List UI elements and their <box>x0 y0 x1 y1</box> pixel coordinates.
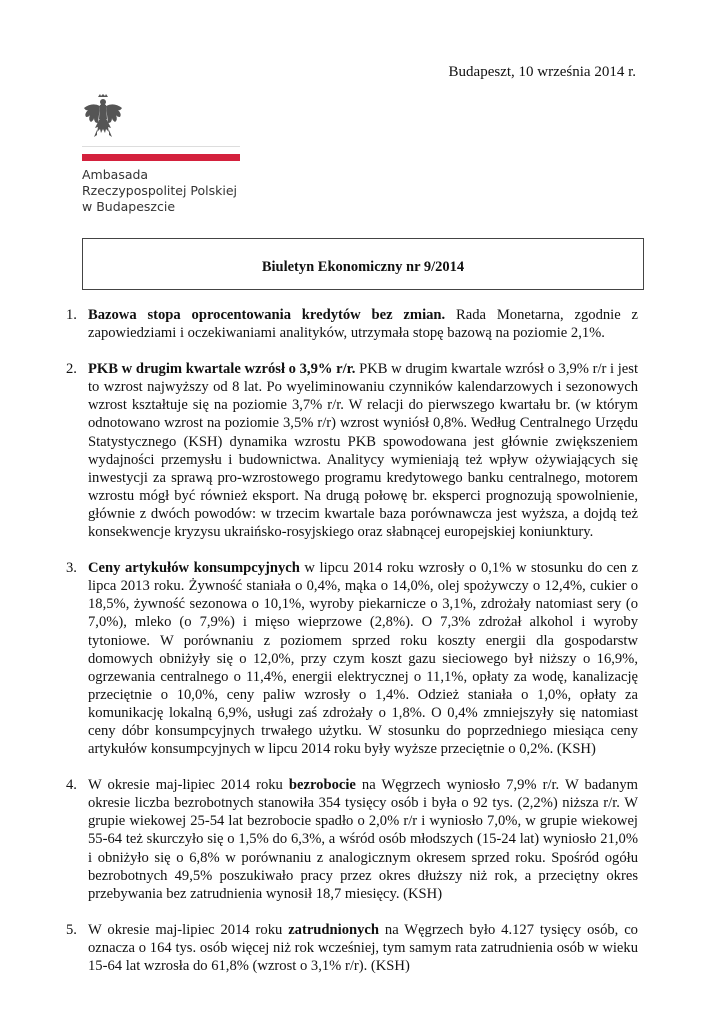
news-list <box>66 306 638 975</box>
item-text <box>88 559 638 758</box>
item-text <box>88 360 638 541</box>
item-headline: bezrobocie <box>288 777 356 794</box>
item-number: 5. <box>66 921 77 938</box>
news-item <box>66 559 638 758</box>
item-headline: Ceny artykułów konsumpcyjnych <box>88 560 300 577</box>
item-text <box>88 306 638 342</box>
bulletin-title-box <box>82 238 644 290</box>
item-body: na Węgrzech było 4.127 tysięcy osób, co oznacza o 164 tys. osób więcej niż rok wcześniej, tym samym rata zatrudnienia osób w wieku 15-64 lat wzrosła do 61,8% (wzrost o 3,1% r/r). (KSH) <box>88 921 638 974</box>
polish-flag-stripe <box>82 146 240 161</box>
item-number: 3. <box>66 560 77 577</box>
item-intro: W okresie maj-lipiec 2014 roku <box>88 921 289 938</box>
polish-eagle-emblem-icon <box>82 94 124 140</box>
embassy-line: w Budapeszcie <box>82 199 176 214</box>
item-intro: W okresie maj-lipiec 2014 roku <box>88 777 289 794</box>
item-body: w lipcu 2014 roku wzrosły o 0,1% w stosunku do cen z lipca 2013 roku. Żywność staniała o 0,4%, mąka o 14,0%, olej spożywczy o 12,4%, cukier o 18,5%, żywność sezonowa o 10,1%, wyroby piekarnicze o 3,1%, zdrożały natomiast sery (o 7,0%), mleko (o 7,9%) i mięso wieprzowe (2,8%). O 7,3% zdrożał alkohol i wyroby tytoniowe. W porównaniu z poziomem sprzed roku koszty energii dla gospodarstw domowych obniżyły się o 12,0%, przy czym koszt gazu sieciowego był niższy o 16,9%, ogrzewania centralnego o 11,4%, energii elektrycznej o 11,1%, opłaty za wodę, kanalizację przeciętnie o 10,0%, ceny paliw wzrosły o 1,4%. Odzież staniała o 1,0%, opłaty za komunikację lokalną 6,9%, usługi zaś zdrożały o 1,8%. O 0,4% zmniejszyły się natomiast ceny dóbr konsumpcyjnych trwałego użytku. W stosunku do poprzedniego miesiąca ceny artykułów konsumpcyjnych w lipcu 2014 roku były wyższe przeciętnie o 0,2%. (KSH) <box>88 560 638 758</box>
news-item <box>66 921 638 975</box>
item-number: 2. <box>66 361 77 378</box>
news-item <box>66 306 638 342</box>
item-headline: Bazowa stopa oprocentowania kredytów bez zmian. <box>88 307 446 323</box>
embassy-name <box>82 167 237 215</box>
item-headline: PKB w drugim kwartale wzrósł o 3,9% r/r. <box>88 361 356 378</box>
document-date: Budapeszt, 10 września 2014 r. <box>448 64 636 80</box>
item-body: Rada Monetarna, zgodnie z zapowiedziami i oczekiwaniami analityków, utrzymała stopę bazową na poziomie 2,1%. <box>88 307 638 342</box>
item-text <box>88 921 638 975</box>
embassy-line: Ambasada <box>82 167 149 182</box>
item-number: 4. <box>66 777 77 794</box>
news-item <box>66 360 638 541</box>
item-body: na Węgrzech wyniosło 7,9% r/r. W badanym okresie liczba bezrobotnych stanowiła 354 tysięcy osób i była o 92 tys. (2,2%) niższa r/r. W grupie wiekowej 25-54 lat bezrobocie spadło o 2,0% r/r i wyniosło 7,0%, w grupie wiekowej 55-64 też skurczyło się o 1,5% do 6,3%, a wśród osób młodszych (15-24 lat) wyniosło 21,0% i obniżyło się o 6,8% w porównaniu z analogicznym okresem sprzed roku. Spośród ogółu bezrobotnych 49,5% poszukiwało pracy przez okres dłuższy niż rok, a przeciętny okres przebywania bez zatrudnienia wynosił 18,7 miesięcy. (KSH) <box>88 777 638 902</box>
embassy-line: Rzeczypospolitej Polskiej <box>82 183 238 198</box>
news-item <box>66 776 638 903</box>
item-text <box>88 776 638 903</box>
bulletin-title: Biuletyn Ekonomiczny nr 9/2014 <box>261 258 465 275</box>
item-body: PKB w drugim kwartale wzrósł o 3,9% r/r i jest to wzrost najwyższy od 8 lat. Po wyeliminowaniu czynników kalendarzowych i sezonowych wzrost kształtuje się na poziomie 3,7% r/r. W relacji do pierwszego kwartału br. (w którym odnotowano wzrost na poziomie 3,5% r/r) wzrost wyniósł 0,8%. Według Centralnego Urzędu Statystycznego (KSH) dynamika wzrostu PKB spowodowana jest głównie zwiększeniem wydajności przemysłu i budownictwa. Analitycy wymieniają też wpływ ożywiających się inwestycji za sprawą pro-wzrostowego programu kredytowego banku centralnego, motorem wzrostu mógł być również eksport. Na drugą połowę br. eksperci prognozują spowolnienie, głównie z dwóch powodów: w trzecim kwartale baza porównawcza jest wyższa, a dojdą też konsekwencje kryzysu ukraińsko-rosyjskiego oraz słabnącej europejskiej koniunktury. <box>88 361 638 541</box>
item-number: 1. <box>66 307 77 323</box>
item-headline: zatrudnionych <box>288 921 380 938</box>
